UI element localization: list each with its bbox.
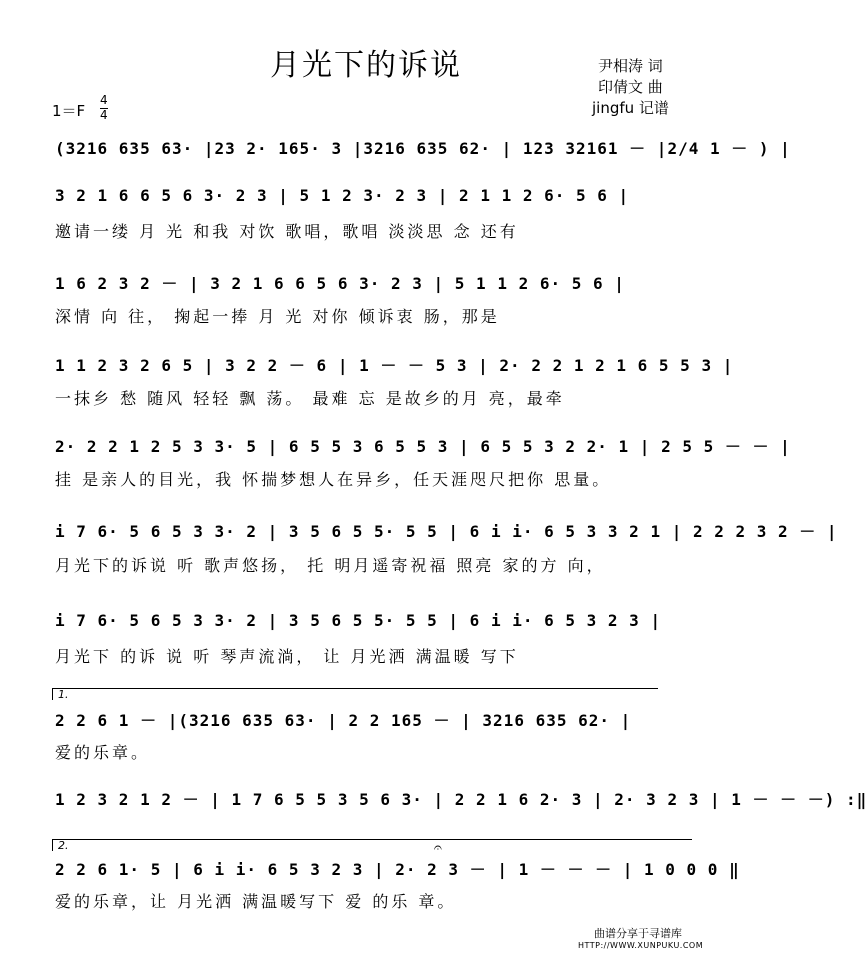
staff-notes: i 7 6· 5 6 5 3 3· 2 | 3 5 6 5 5· 5 5 | 6 i i· 6 5 3 2 3 | <box>55 611 662 630</box>
transcriber-credit: jingfu 记谱 <box>592 99 669 117</box>
staff-notes: (3216 635 63· |23 2· 165· 3 |3216 635 62· | 123 32161 － |2/4 1 － ) | <box>55 139 791 158</box>
composer-credit: 印倩文 曲 <box>598 78 663 96</box>
fermata-icon: 𝄐 <box>434 840 442 856</box>
first-ending-bracket-hook <box>52 688 53 700</box>
staff-notes: 2 2 6 1 － |(3216 635 63· | 2 2 165 － | 3216 635 62· | <box>55 711 632 730</box>
staff-lyrics: 一抹乡 愁 随风 轻轻 飘 荡。 最难 忘 是故乡的月 亮，最牵 <box>55 389 565 408</box>
lyricist-credit: 尹相涛 词 <box>598 57 663 75</box>
key-signature: 1＝F <box>52 102 86 120</box>
staff-notes: 1 1 2 3 2 6 5 | 3 2 2 － 6 | 1 － － 5 3 | 2· 2 2 1 2 1 6 5 5 3 | <box>55 356 734 375</box>
site-watermark <box>578 927 704 952</box>
page-title: 月光下的诉说 <box>270 48 462 83</box>
staff-lyrics: 邀请一缕 月 光 和我 对饮 歌唱，歌唱 淡淡思 念 还有 <box>55 222 519 241</box>
time-signature <box>100 94 108 122</box>
staff-lyrics: 月光下的诉说 听 歌声悠扬， 托 明月遥寄祝福 照亮 家的方 向， <box>55 556 606 575</box>
staff-lyrics: 爱的乐章。 <box>55 743 151 762</box>
watermark-url: HTTP://WWW.XUNPUKU.COM <box>578 941 704 950</box>
staff-notes: 1 6 2 3 2 － | 3 2 1 6 6 5 6 3· 2 3 | 5 1 1 2 6· 5 6 | <box>55 274 625 293</box>
staff-notes: 3 2 1 6 6 5 6 3· 2 3 | 5 1 2 3· 2 3 | 2 1 1 2 6· 5 6 | <box>55 186 630 205</box>
first-ending-label: 1. <box>58 688 69 701</box>
staff-notes: i 7 6· 5 6 5 3 3· 2 | 3 5 6 5 5· 5 5 | 6 i i· 6 5 3 3 2 1 | 2 2 2 3 2 － | <box>55 522 838 541</box>
staff-notes: 2 2 6 1· 5 | 6 i i· 6 5 3 2 3 | 2· 2 3 － | 1 － － － | 1 0 0 0 ‖ <box>55 860 740 879</box>
first-ending-bracket <box>52 688 658 689</box>
watermark-text: 曲谱分享于寻谱库 <box>594 927 682 940</box>
staff-lyrics: 深情 向 往， 掬起一捧 月 光 对你 倾诉衷 肠，那是 <box>55 307 500 326</box>
staff-notes: 1 2 3 2 1 2 － | 1 7 6 5 5 3 5 6 3· | 2 2 1 6 2· 3 | 2· 3 2 3 | 1 － － －) :‖ <box>55 790 867 809</box>
time-signature-bottom: 4 <box>100 108 108 122</box>
staff-lyrics: 爱的乐章，让 月光洒 满温暖写下 爱 的乐 章。 <box>55 892 457 911</box>
staff-lyrics: 挂 是亲人的目光，我 怀揣梦想人在异乡，任天涯咫尺把你 思量。 <box>55 470 612 489</box>
staff-lyrics: 月光下 的诉 说 听 琴声流淌， 让 月光洒 满温暖 写下 <box>55 647 519 666</box>
second-ending-bracket-hook <box>52 839 53 851</box>
time-signature-top: 4 <box>100 93 108 107</box>
second-ending-label: 2. <box>58 839 69 852</box>
staff-notes: 2· 2 2 1 2 5 3 3· 5 | 6 5 5 3 6 5 5 3 | 6 5 5 3 2 2· 1 | 2 5 5 － － | <box>55 437 791 456</box>
second-ending-bracket <box>52 839 692 840</box>
